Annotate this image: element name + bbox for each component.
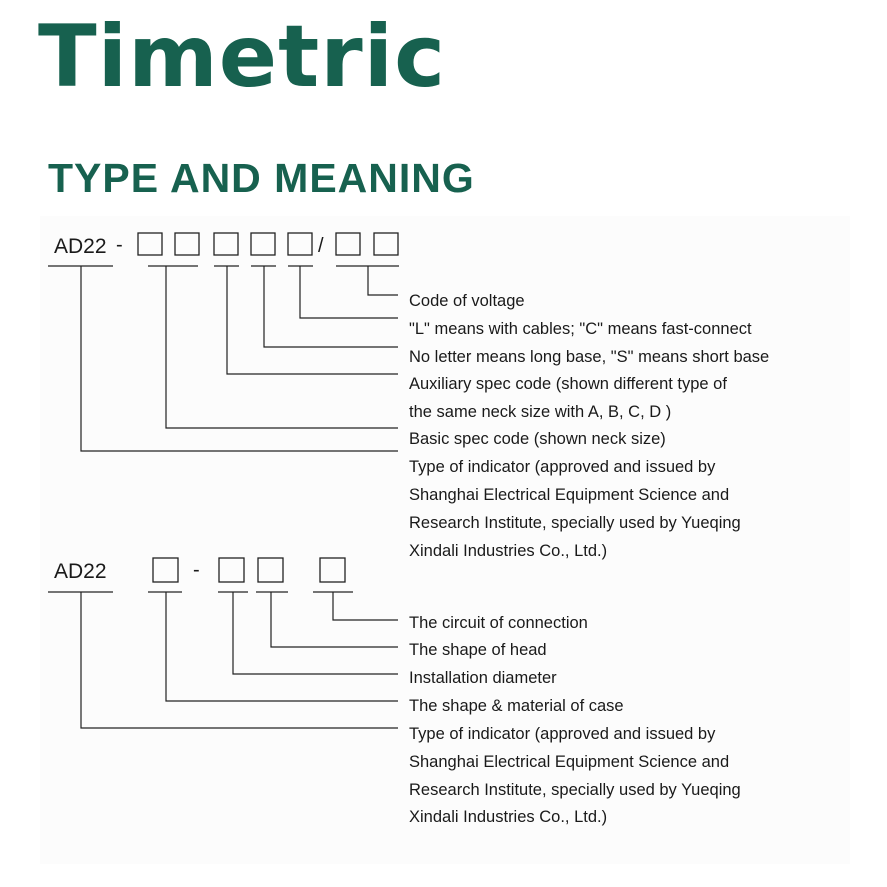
leader-line xyxy=(81,592,398,728)
type-code-diagram-2 xyxy=(48,558,741,826)
description-text: Shanghai Electrical Equipment Science and xyxy=(409,753,730,771)
description-text: Xindali Industries Co., Ltd.) xyxy=(409,542,608,560)
description-text: Auxiliary spec code (shown different type of xyxy=(409,375,727,393)
description-text: The shape & material of case xyxy=(409,697,624,715)
code-box xyxy=(251,233,275,255)
model-code-1: AD22 xyxy=(54,235,107,258)
leader-line xyxy=(227,266,398,374)
code-box xyxy=(320,558,345,582)
description-text: The circuit of connection xyxy=(409,614,588,632)
code-box xyxy=(214,233,238,255)
leader-line xyxy=(81,266,398,451)
description-text: Research Institute, specially used by Yueqing xyxy=(409,781,741,799)
code-box xyxy=(138,233,162,255)
leader-line xyxy=(333,592,398,620)
leader-line xyxy=(233,592,398,674)
leader-line xyxy=(264,266,398,347)
description-text: Type of indicator (approved and issued by xyxy=(409,725,716,743)
description-text: Basic spec code (shown neck size) xyxy=(409,430,666,448)
leader-line xyxy=(368,266,398,295)
code-box xyxy=(258,558,283,582)
description-text: "L" means with cables; "C" means fast-connect xyxy=(409,320,752,338)
code-box xyxy=(288,233,312,255)
model-code-2: AD22 xyxy=(54,560,107,583)
brand-logo: Timetric xyxy=(38,7,447,107)
description-text: Shanghai Electrical Equipment Science and xyxy=(409,486,730,504)
description-text: The shape of head xyxy=(409,641,547,659)
description-text: Installation diameter xyxy=(409,669,557,687)
slash-separator: / xyxy=(318,235,324,257)
code-box xyxy=(374,233,398,255)
code-box xyxy=(336,233,360,255)
hyphen-separator: - xyxy=(193,559,200,581)
description-text: the same neck size with A, B, C, D ) xyxy=(409,403,672,421)
section-heading: TYPE AND MEANING xyxy=(48,155,475,201)
description-text: Type of indicator (approved and issued by xyxy=(409,458,716,476)
leader-line xyxy=(300,266,398,318)
description-text: Code of voltage xyxy=(409,292,525,310)
code-box xyxy=(175,233,199,255)
description-text: Research Institute, specially used by Yueqing xyxy=(409,514,741,532)
code-box xyxy=(219,558,244,582)
code-box xyxy=(153,558,178,582)
description-text: Xindali Industries Co., Ltd.) xyxy=(409,808,608,826)
description-text: No letter means long base, "S" means short base xyxy=(409,348,770,366)
type-code-diagram-1 xyxy=(48,233,769,560)
hyphen-separator: - xyxy=(116,234,123,256)
